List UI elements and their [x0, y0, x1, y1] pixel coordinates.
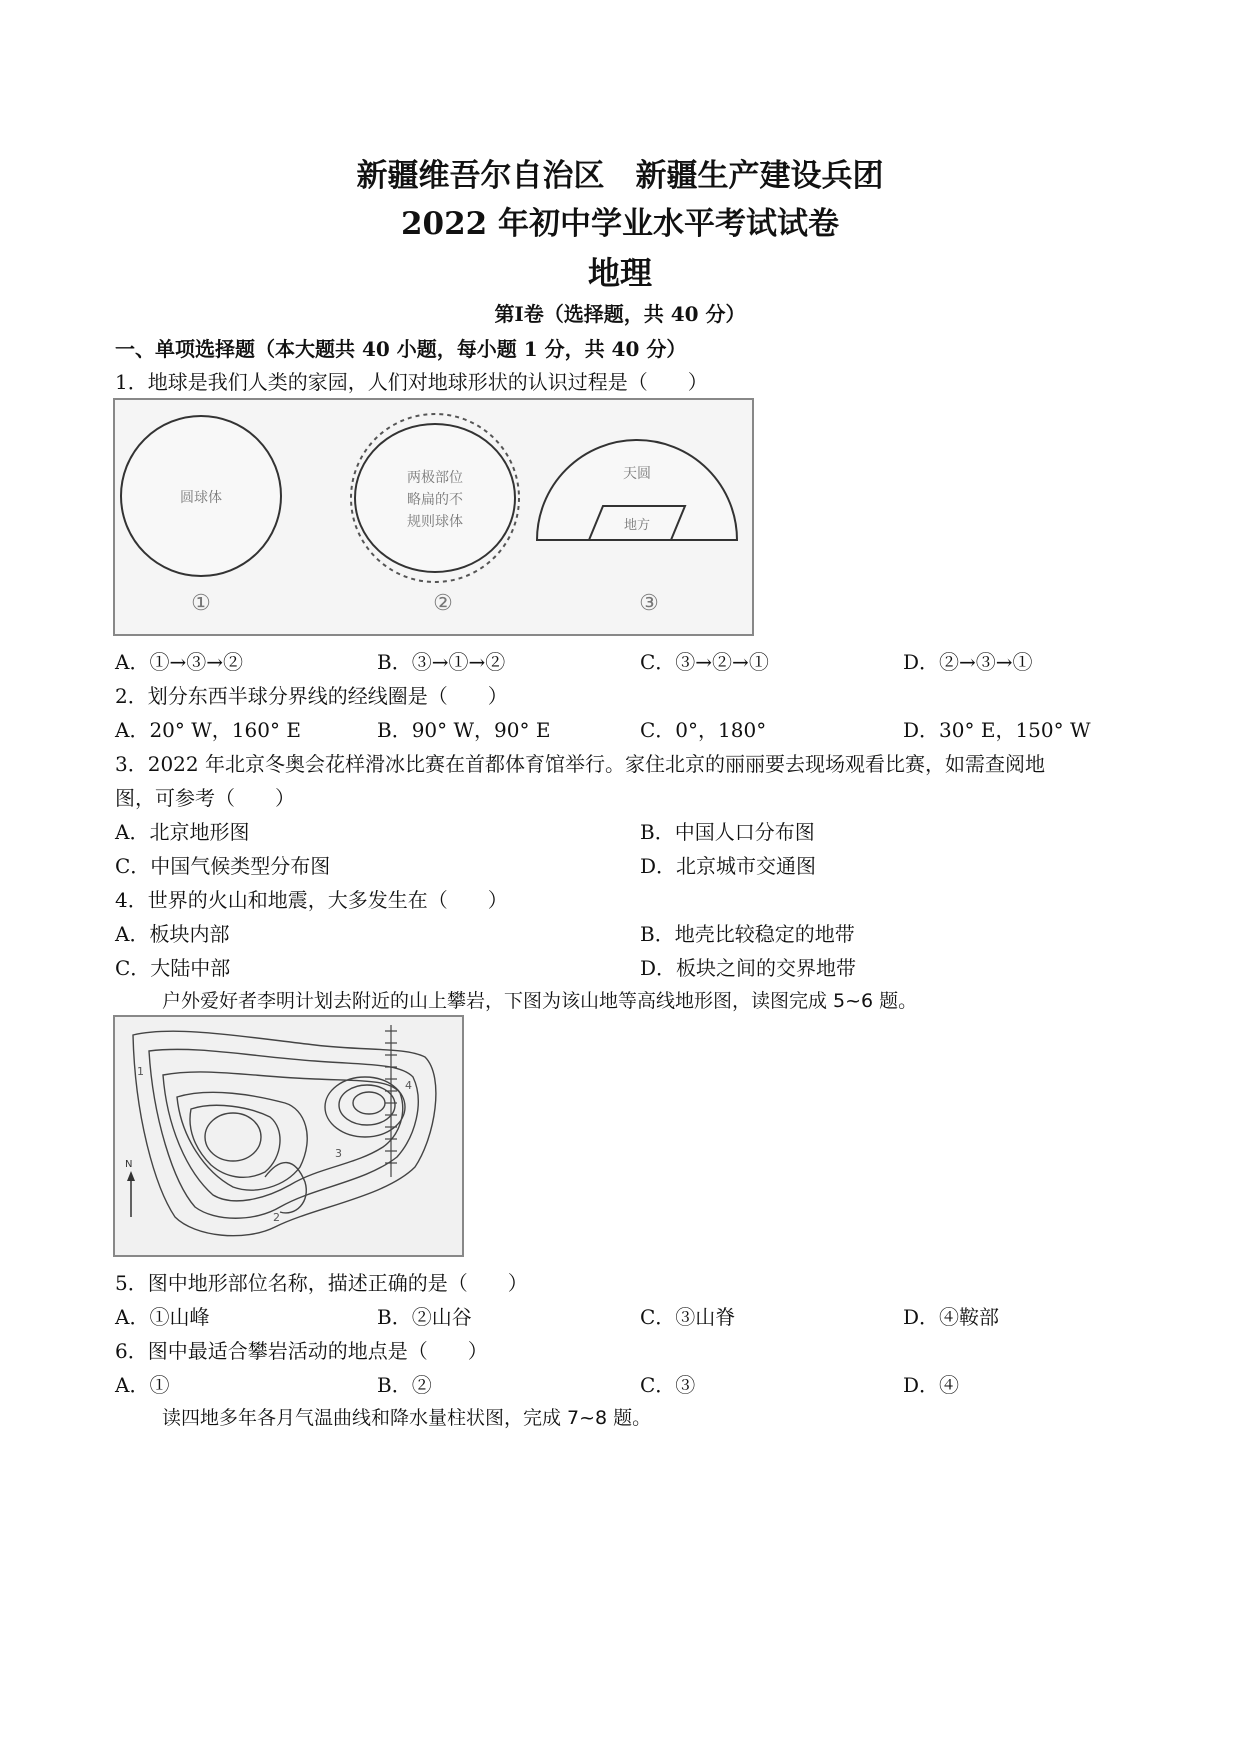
- map-point-3: 3: [335, 1147, 342, 1160]
- q3-option-a: A．北京地形图: [115, 820, 250, 844]
- contour-map: [115, 1017, 462, 1255]
- earth-label: 地方: [623, 518, 651, 533]
- spheroid-label-line2: 略扁的不: [407, 492, 463, 508]
- subject-title: 地理: [587, 254, 652, 292]
- sphere-label: 圆球体: [180, 490, 222, 506]
- map-point-2: 2: [273, 1211, 280, 1224]
- q5-option-c: C．③山脊: [640, 1305, 736, 1329]
- q4-option-a: A．板块内部: [115, 922, 230, 946]
- earth-shape-figure: [113, 398, 754, 636]
- question-1-stem: 1．地球是我们人类的家园，人们对地球形状的认识过程是（ ）: [115, 370, 708, 394]
- north-arrow-icon: [125, 1159, 135, 1217]
- q1-option-b: B．③→①→②: [377, 650, 506, 674]
- map-point-1: 1: [137, 1065, 144, 1078]
- q4-option-b: B．地壳比较稳定的地带: [640, 922, 855, 946]
- q5-option-d: D．④鞍部: [903, 1305, 1000, 1329]
- question-2-stem: 2．划分东西半球分界线的经线圈是（ ）: [115, 684, 508, 708]
- figure-num-2: ②: [433, 591, 453, 616]
- section-heading: 一、单项选择题（本大题共 40 小题，每小题 1 分，共 40 分）: [115, 337, 687, 361]
- q4-option-d: D．板块之间的交界地带: [640, 956, 857, 980]
- contour-map-figure: [113, 1015, 464, 1257]
- q4-option-c: C．大陆中部: [115, 956, 231, 980]
- q2-option-a: A．20° W，160° E: [115, 718, 301, 742]
- question-6-stem: 6．图中最适合攀岩活动的地点是（ ）: [115, 1339, 488, 1363]
- q1-option-a: A．①→③→②: [115, 650, 243, 674]
- exam-region-title: 新疆维吾尔自治区 新疆生产建设兵团: [356, 158, 884, 194]
- question-5-stem: 5．图中地形部位名称，描述正确的是（ ）: [115, 1271, 528, 1295]
- figure-num-1: ①: [191, 591, 211, 616]
- q1-option-d: D．②→③→①: [903, 650, 1033, 674]
- q6-option-d: D．④: [903, 1373, 960, 1397]
- q6-option-c: C．③: [640, 1373, 696, 1397]
- question-3-stem-line2: 图，可参考（ ）: [115, 786, 295, 810]
- intro-questions-7-8: 读四地多年各月气温曲线和降水量柱状图，完成 7~8 题。: [162, 1407, 652, 1429]
- q3-option-c: C．中国气候类型分布图: [115, 854, 331, 878]
- earth-shape-diagram: [115, 400, 752, 634]
- volume-heading: 第Ⅰ卷（选择题，共 40 分）: [494, 302, 746, 326]
- figure-num-3: ③: [639, 591, 659, 616]
- q6-option-b: B．②: [377, 1373, 432, 1397]
- q3-option-d: D．北京城市交通图: [640, 854, 817, 878]
- map-point-4: 4: [405, 1079, 412, 1092]
- q3-option-b: B．中国人口分布图: [640, 820, 815, 844]
- intro-questions-5-6: 户外爱好者李明计划去附近的山上攀岩，下图为该山地等高线地形图，读图完成 5~6 题。: [162, 990, 918, 1012]
- q6-option-a: A．①: [115, 1373, 170, 1397]
- question-4-stem: 4．世界的火山和地震，大多发生在（ ）: [115, 888, 508, 912]
- exam-title: 2022 年初中学业水平考试试卷: [400, 206, 840, 242]
- sky-label: 天圆: [623, 466, 651, 482]
- north-label: N: [125, 1159, 133, 1170]
- q2-option-b: B．90° W，90° E: [377, 718, 551, 742]
- q5-option-a: A．①山峰: [115, 1305, 210, 1329]
- spheroid-label-line1: 两极部位: [407, 470, 463, 486]
- q1-option-c: C．③→②→①: [640, 650, 769, 674]
- spheroid-label-line3: 规则球体: [407, 514, 463, 530]
- question-3-stem-line1: 3．2022 年北京冬奥会花样滑冰比赛在首都体育馆举行。家住北京的丽丽要去现场观看比赛，如需查阅地: [115, 752, 1045, 776]
- q2-option-d: D．30° E，150° W: [903, 718, 1091, 742]
- q2-option-c: C．0°，180°: [640, 718, 767, 742]
- q5-option-b: B．②山谷: [377, 1305, 472, 1329]
